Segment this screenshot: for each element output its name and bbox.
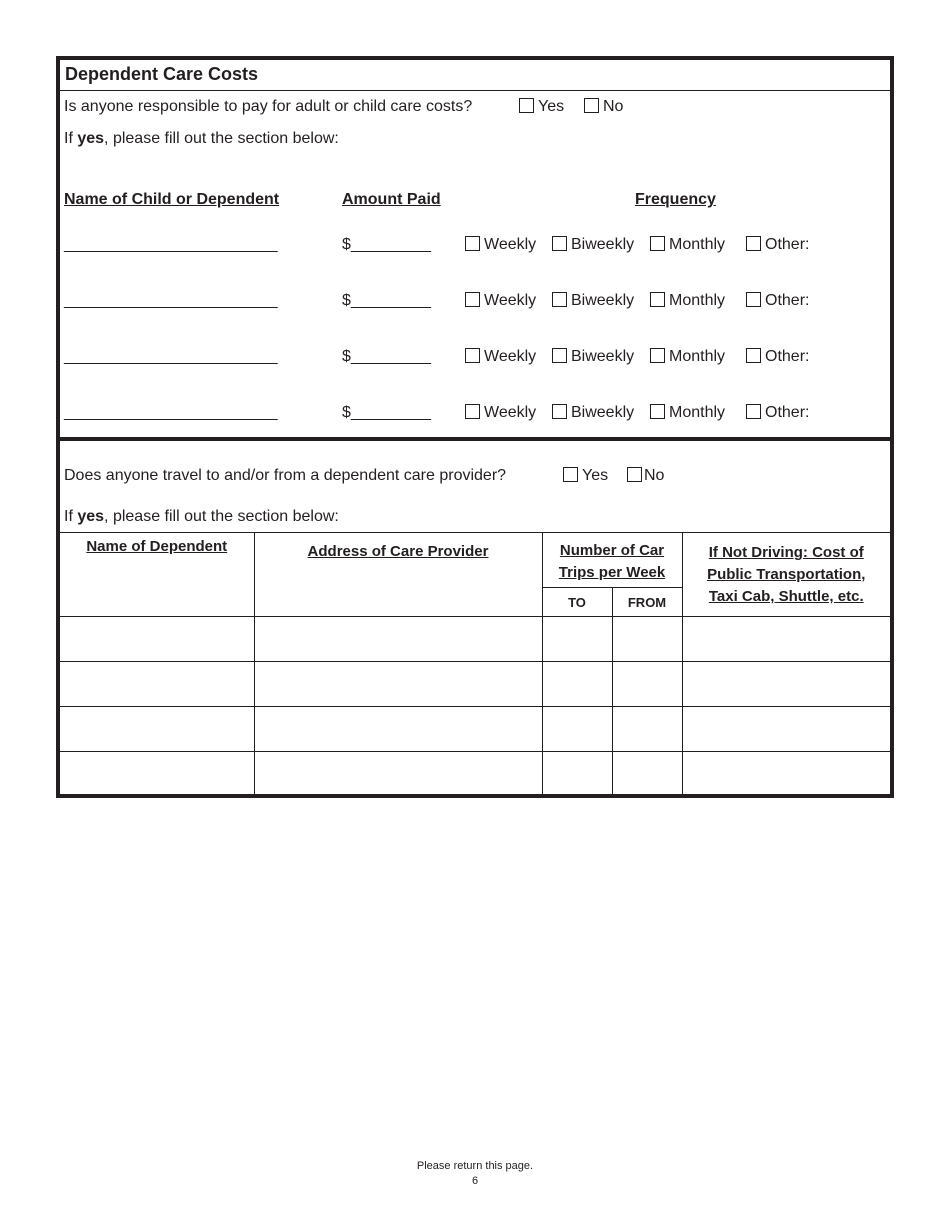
- header-frequency: Frequency: [635, 191, 716, 208]
- table-row: [60, 662, 890, 707]
- frequency-option-weekly[interactable]: [465, 235, 536, 255]
- frequency-option-other[interactable]: [746, 347, 809, 367]
- col-header-cost: [682, 533, 890, 617]
- frequency-option-other[interactable]: [746, 235, 809, 255]
- frequency-option-weekly[interactable]: [465, 347, 536, 367]
- frequency-checkbox[interactable]: [746, 236, 761, 251]
- frequency-label: Monthly: [669, 404, 726, 421]
- table-row: [60, 752, 890, 797]
- frequency-checkbox[interactable]: [650, 404, 665, 419]
- col-to-label: TO: [542, 588, 612, 617]
- cell-address[interactable]: [254, 752, 542, 797]
- col-trips-line1: Number of Car: [559, 542, 665, 559]
- frequency-checkbox[interactable]: [650, 292, 665, 307]
- instruction-prefix: If: [64, 508, 78, 525]
- cell-cost[interactable]: [682, 662, 890, 707]
- frequency-option-weekly[interactable]: [465, 291, 536, 311]
- cell-cost[interactable]: [682, 617, 890, 662]
- frequency-checkbox[interactable]: [465, 404, 480, 419]
- care-provider-table: [60, 532, 890, 796]
- dependent-name-field[interactable]: ________________________: [64, 404, 278, 421]
- frequency-label: Biweekly: [571, 292, 635, 309]
- col-address-label: Address of Care Provider: [307, 543, 489, 560]
- travel-no-label: No: [644, 467, 665, 484]
- cell-name[interactable]: [60, 662, 254, 707]
- col-name-label: Name of Dependent: [86, 538, 228, 555]
- cell-from[interactable]: [612, 752, 682, 797]
- frequency-checkbox[interactable]: [465, 292, 480, 307]
- table-row: [60, 617, 890, 662]
- amount-paid-field[interactable]: $_________: [342, 236, 431, 253]
- frequency-label: Biweekly: [571, 236, 635, 253]
- frequency-option-monthly[interactable]: [650, 347, 725, 367]
- amount-paid-field[interactable]: $_________: [342, 348, 431, 365]
- frequency-option-other[interactable]: [746, 291, 809, 311]
- footer-note: Please return this page.: [416, 1160, 534, 1172]
- col-header-trips: [542, 533, 682, 588]
- frequency-checkbox[interactable]: [552, 292, 567, 307]
- col-header-address: [254, 533, 542, 617]
- frequency-checkbox[interactable]: [552, 348, 567, 363]
- table-row: [60, 707, 890, 752]
- frequency-checkbox[interactable]: [465, 236, 480, 251]
- travel-yes-checkbox[interactable]: [563, 467, 578, 482]
- frequency-label: Biweekly: [571, 348, 635, 365]
- instruction-suffix: , please fill out the section below:: [104, 130, 339, 147]
- frequency-label: Other:: [765, 404, 810, 421]
- instruction-suffix: , please fill out the section below:: [104, 508, 339, 525]
- cell-address[interactable]: [254, 662, 542, 707]
- frequency-label: Other:: [765, 292, 810, 309]
- cell-from[interactable]: [612, 617, 682, 662]
- frequency-option-biweekly[interactable]: [552, 403, 634, 423]
- frequency-option-monthly[interactable]: [650, 403, 725, 423]
- frequency-option-monthly[interactable]: [650, 291, 725, 311]
- col-header-name: [60, 533, 254, 617]
- instruction-bold: yes: [77, 508, 105, 525]
- col-cost-line1: If Not Driving: Cost of: [708, 544, 864, 561]
- cell-address[interactable]: [254, 707, 542, 752]
- section-title: Dependent Care Costs: [60, 58, 890, 91]
- cell-name[interactable]: [60, 752, 254, 797]
- frequency-label: Other:: [765, 236, 810, 253]
- frequency-label: Weekly: [484, 292, 537, 309]
- frequency-option-biweekly[interactable]: [552, 235, 634, 255]
- cell-name[interactable]: [60, 617, 254, 662]
- care-costs-yes-option[interactable]: [519, 97, 564, 117]
- frequency-option-biweekly[interactable]: [552, 347, 634, 367]
- frequency-option-monthly[interactable]: [650, 235, 725, 255]
- cell-to[interactable]: [542, 617, 612, 662]
- care-costs-yes-checkbox[interactable]: [519, 98, 534, 113]
- cell-name[interactable]: [60, 707, 254, 752]
- travel-yes-option[interactable]: [563, 466, 608, 486]
- care-costs-no-label: No: [603, 98, 624, 115]
- frequency-option-other[interactable]: [746, 403, 809, 423]
- instruction-prefix: If: [64, 130, 78, 147]
- cell-cost[interactable]: [682, 707, 890, 752]
- care-costs-instruction: [64, 129, 339, 149]
- care-costs-question: [64, 97, 472, 117]
- col-from-label: FROM: [612, 588, 682, 617]
- dependent-name-field[interactable]: ________________________: [64, 236, 278, 253]
- cell-address[interactable]: [254, 617, 542, 662]
- frequency-option-biweekly[interactable]: [552, 291, 634, 311]
- section-divider: [60, 437, 890, 441]
- cell-from[interactable]: [612, 707, 682, 752]
- header-amount-paid: Amount Paid: [342, 191, 441, 208]
- travel-no-checkbox[interactable]: [627, 467, 642, 482]
- frequency-option-weekly[interactable]: [465, 403, 536, 423]
- frequency-checkbox[interactable]: [746, 292, 761, 307]
- frequency-checkbox[interactable]: [746, 404, 761, 419]
- col-cost-line3: Taxi Cab, Shuttle, etc.: [708, 588, 864, 605]
- col-trips-line2: Trips per Week: [558, 564, 666, 581]
- care-costs-yes-label: Yes: [538, 98, 565, 115]
- care-costs-question-text: Is anyone responsible to pay for adult or child care costs?: [64, 98, 473, 115]
- dependent-name-field[interactable]: ________________________: [64, 348, 278, 365]
- frequency-label: Weekly: [484, 404, 537, 421]
- care-costs-no-checkbox[interactable]: [584, 98, 599, 113]
- frequency-label: Monthly: [669, 292, 726, 309]
- travel-yes-label: Yes: [582, 467, 609, 484]
- frequency-label: Other:: [765, 348, 810, 365]
- frequency-checkbox[interactable]: [552, 236, 567, 251]
- amount-paid-field[interactable]: $_________: [342, 292, 431, 309]
- frequency-label: Weekly: [484, 236, 537, 253]
- frequency-checkbox[interactable]: [650, 236, 665, 251]
- frequency-label: Monthly: [669, 236, 726, 253]
- cell-cost[interactable]: [682, 752, 890, 797]
- amount-paid-field[interactable]: $_________: [342, 404, 431, 421]
- instruction-bold: yes: [77, 130, 105, 147]
- page-number: 6: [471, 1175, 479, 1187]
- frequency-label: Monthly: [669, 348, 726, 365]
- frequency-checkbox[interactable]: [650, 348, 665, 363]
- frequency-checkbox[interactable]: [746, 348, 761, 363]
- cell-to[interactable]: [542, 707, 612, 752]
- frequency-label: Weekly: [484, 348, 537, 365]
- frequency-checkbox[interactable]: [465, 348, 480, 363]
- col-cost-line2: Public Transportation,: [707, 566, 866, 583]
- travel-instruction: [64, 507, 339, 527]
- frequency-label: Biweekly: [571, 404, 635, 421]
- cell-to[interactable]: [542, 662, 612, 707]
- travel-question: Does anyone travel to and/or from a dependent care provider?: [64, 467, 507, 484]
- cell-from[interactable]: [612, 662, 682, 707]
- dependent-name-field[interactable]: ________________________: [64, 292, 278, 309]
- travel-no-option[interactable]: [627, 466, 664, 486]
- header-name-of-child: Name of Child or Dependent: [64, 191, 280, 208]
- care-costs-no-option[interactable]: [584, 97, 623, 117]
- frequency-checkbox[interactable]: [552, 404, 567, 419]
- cell-to[interactable]: [542, 752, 612, 797]
